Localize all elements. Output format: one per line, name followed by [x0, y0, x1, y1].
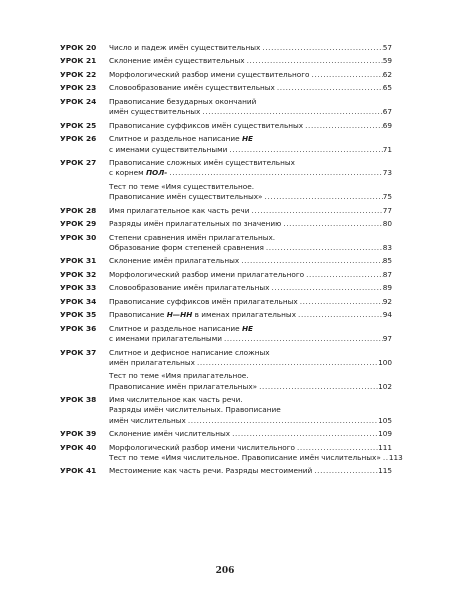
entry-line: [109, 443, 392, 453]
entry-line: [109, 70, 392, 80]
entry-title: [109, 107, 200, 117]
toc-entry[interactable]: [60, 371, 392, 392]
emphasis-text: НЕ: [241, 323, 254, 333]
entry-text: Морфологический разбор имени существительного: [109, 69, 310, 79]
toc-entry[interactable]: [60, 219, 392, 229]
dot-leader: [264, 243, 383, 253]
dot-leader: [167, 168, 382, 178]
entry-text: Склонение имён существительных: [109, 56, 245, 66]
toc-entry[interactable]: [60, 395, 392, 426]
entry-text: Слитное и раздельное написание: [109, 323, 240, 333]
entry-text: с именами существительными: [109, 144, 228, 154]
entry-title: [109, 382, 257, 392]
entry-text: Словообразование имён прилагательных: [109, 283, 270, 293]
entry-line: [109, 219, 392, 229]
entry-title: [109, 97, 256, 107]
page-ref[interactable]: 111: [378, 442, 392, 452]
lesson-label: УРОК 29: [60, 219, 97, 229]
entry-line: [109, 283, 392, 293]
entry-text: имён прилагательных: [109, 357, 195, 367]
toc-entry[interactable]: [60, 43, 392, 53]
page-ref[interactable]: 85: [382, 256, 392, 266]
entry-title: [109, 158, 295, 168]
page-ref[interactable]: 94: [382, 310, 392, 320]
entry-line: [109, 358, 392, 368]
toc-entry[interactable]: [60, 134, 392, 155]
dot-leader: [312, 466, 378, 476]
page-ref[interactable]: 75: [382, 192, 392, 202]
toc-entry[interactable]: [60, 310, 392, 320]
entry-line: [109, 382, 392, 392]
lesson-label: УРОК 24: [60, 96, 97, 106]
entry-line: [109, 429, 392, 439]
entry-text: Словообразование имён существительных: [109, 83, 275, 93]
entry-title: [109, 443, 295, 453]
entry-body: [109, 43, 392, 53]
page-ref[interactable]: 83: [382, 242, 392, 252]
entry-body: [109, 233, 392, 254]
toc-entry[interactable]: [60, 121, 392, 131]
entry-title: [109, 348, 270, 358]
entry-line: [109, 310, 392, 320]
entry-title: [109, 429, 230, 439]
entry-title: [109, 134, 253, 144]
dot-leader: [222, 334, 383, 344]
lesson-label: УРОК 41: [60, 466, 97, 476]
entry-body: [109, 83, 392, 93]
dot-leader: [310, 70, 383, 80]
entry-body: [109, 121, 392, 131]
entry-line: [109, 168, 392, 178]
entry-line: [109, 297, 392, 307]
page-ref[interactable]: 109: [378, 429, 392, 439]
entry-line: [109, 145, 392, 155]
lesson-label: УРОК 26: [60, 134, 97, 144]
lesson-label: УРОК 31: [60, 256, 97, 266]
toc-entry[interactable]: [60, 466, 392, 476]
page-ref[interactable]: 97: [382, 334, 392, 344]
entry-title: [109, 70, 310, 80]
lesson-label: УРОК 30: [60, 232, 97, 242]
page-ref[interactable]: 115: [378, 466, 392, 476]
entry-title: [109, 43, 260, 53]
entry-title: [109, 233, 275, 243]
lesson-label: УРОК 39: [60, 429, 97, 439]
dot-leader: [269, 283, 382, 293]
lesson-label: УРОК 35: [60, 310, 97, 320]
entry-text: Морфологический разбор имени числительного: [109, 442, 295, 452]
page-ref[interactable]: 89: [382, 283, 392, 293]
entry-text: с корнем: [109, 168, 144, 178]
dot-leader: [249, 206, 382, 216]
dot-leader: [381, 453, 389, 463]
entry-text: Склонение имён числительных: [109, 429, 231, 439]
entry-line: [109, 134, 392, 144]
entry-title: [109, 324, 253, 334]
entry-title: [109, 83, 275, 93]
entry-text-continued: в именах прилагательных: [194, 310, 297, 320]
toc-entry[interactable]: [60, 256, 392, 266]
entry-title: [109, 283, 269, 293]
table-of-contents: [60, 43, 403, 480]
entry-text: Слитное и раздельное написание: [109, 134, 240, 144]
lesson-label: УРОК 32: [60, 269, 97, 279]
lesson-label: УРОК 36: [60, 323, 97, 333]
entry-body: [109, 429, 392, 439]
entry-text: Слитное и дефисное написание сложных: [109, 347, 270, 357]
page-ref[interactable]: 80: [382, 219, 392, 229]
entry-text: Правописание имён существительных»: [109, 192, 263, 202]
entry-title: [109, 270, 304, 280]
toc-entry[interactable]: [60, 70, 392, 80]
toc-entry[interactable]: [60, 270, 392, 280]
entry-body: [109, 182, 392, 203]
entry-body: [109, 134, 392, 155]
entry-title: [109, 416, 186, 426]
entry-body: [109, 70, 392, 80]
entry-text: Имя прилагательное как часть речи: [109, 205, 250, 215]
lesson-label: УРОК 20: [60, 43, 97, 52]
entry-title: [109, 182, 254, 192]
lesson-label: УРОК 28: [60, 205, 97, 215]
toc-entry[interactable]: [60, 206, 392, 216]
toc-entry[interactable]: [60, 97, 392, 118]
page-ref[interactable]: 73: [382, 168, 392, 178]
emphasis-text: ПОЛ-: [145, 168, 168, 178]
toc-entry[interactable]: [60, 83, 392, 93]
dot-leader: [260, 43, 382, 53]
entry-body: [109, 310, 392, 320]
entry-body: [109, 442, 403, 464]
page-ref[interactable]: 69: [382, 120, 392, 130]
entry-text: Разряды имён прилагательных по значению: [109, 219, 282, 229]
entry-line: [109, 83, 392, 93]
page-ref[interactable]: 87: [382, 269, 392, 279]
entry-text: Правописание безударных окончаний: [109, 96, 257, 106]
lesson-label: УРОК 40: [60, 442, 97, 452]
toc-entry[interactable]: [60, 233, 392, 254]
lesson-label: УРОК 22: [60, 69, 97, 79]
entry-title: [109, 56, 245, 66]
entry-text: Правописание суффиксов имён существительных: [109, 120, 304, 130]
entry-title: [109, 206, 249, 216]
entry-line: [109, 192, 392, 202]
entry-text: Склонение имён прилагательных: [109, 256, 240, 266]
entry-line: [109, 348, 392, 358]
page-ref[interactable]: 62: [382, 69, 392, 79]
entry-line: [109, 182, 392, 192]
entry-body: [109, 206, 392, 216]
toc-entry[interactable]: [60, 429, 392, 439]
page-ref[interactable]: 113: [388, 452, 403, 462]
page-ref[interactable]: 92: [382, 296, 392, 306]
entry-text: Разряды имён числительных. Правописание: [109, 405, 281, 415]
entry-title: [109, 219, 281, 229]
page-ref[interactable]: 100: [378, 357, 392, 367]
entry-line: [109, 270, 392, 280]
entry-line: [109, 97, 392, 107]
dot-leader: [295, 443, 378, 453]
entry-line: [109, 395, 392, 405]
dot-leader: [195, 358, 378, 368]
lesson-label: УРОК 38: [60, 395, 97, 405]
dot-leader: [263, 192, 383, 202]
entry-title: [109, 192, 263, 202]
entry-title: [109, 405, 281, 415]
entry-title: [109, 243, 264, 253]
entry-line: [109, 324, 392, 334]
entry-text: Степени сравнения имён прилагательных.: [109, 232, 276, 242]
entry-line: [109, 405, 392, 415]
entry-title: [109, 466, 312, 476]
dot-leader: [275, 83, 383, 93]
lesson-label: УРОК 23: [60, 83, 97, 93]
entry-line: [109, 371, 392, 381]
entry-body: [109, 270, 392, 280]
entry-line: [109, 158, 392, 168]
entry-line: [109, 256, 392, 266]
dot-leader: [200, 107, 382, 117]
entry-body: [109, 219, 392, 229]
page-ref[interactable]: 65: [382, 83, 392, 93]
lesson-label: УРОК 33: [60, 283, 97, 293]
page-ref[interactable]: 57: [382, 43, 392, 52]
entry-title: [109, 145, 227, 155]
entry-title: [109, 334, 222, 344]
entry-text: Правописание суффиксов имён прилагательных: [109, 296, 298, 306]
lesson-label: УРОК 27: [60, 157, 97, 167]
lesson-label: УРОК 25: [60, 120, 97, 130]
toc-entry[interactable]: [60, 297, 392, 307]
entry-body: [109, 324, 392, 345]
entry-line: [109, 466, 392, 476]
entry-body: [109, 158, 392, 179]
entry-title: [109, 310, 296, 320]
toc-entry[interactable]: [60, 158, 392, 179]
lesson-label: УРОК 21: [60, 56, 97, 66]
entry-text: имён существительных: [109, 107, 201, 117]
dot-leader: [186, 416, 378, 426]
dot-leader: [304, 270, 383, 280]
page-ref[interactable]: 105: [378, 415, 392, 425]
dot-leader: [281, 219, 382, 229]
page-number: 206: [215, 566, 235, 576]
entry-title: [109, 168, 167, 178]
entry-body: [109, 56, 392, 66]
entry-line: [109, 233, 392, 243]
entry-text: Тест по теме «Имя прилагательное.: [109, 371, 249, 381]
entry-line: [109, 452, 403, 463]
entry-body: [109, 348, 392, 369]
toc-entry[interactable]: [60, 348, 392, 369]
entry-text: Тест по теме «Имя числительное. Правописание имён числительных»: [109, 452, 381, 462]
entry-body: [109, 466, 392, 476]
toc-entry[interactable]: [60, 324, 392, 345]
entry-line: [109, 206, 392, 216]
entry-text: Морфологический разбор имени прилагательного: [109, 269, 305, 279]
entry-body: [109, 371, 392, 392]
dot-leader: [303, 121, 383, 131]
entry-line: [109, 334, 392, 344]
toc-entry[interactable]: [60, 442, 403, 464]
toc-entry[interactable]: [60, 283, 392, 293]
lesson-label: УРОК 37: [60, 347, 97, 357]
entry-title: [109, 256, 239, 266]
page-ref[interactable]: 71: [382, 144, 392, 154]
entry-text: Правописание: [109, 310, 165, 320]
entry-body: [109, 283, 392, 293]
entry-body: [109, 256, 392, 266]
entry-title: [109, 297, 298, 307]
entry-line: [109, 56, 392, 66]
lesson-label: УРОК 34: [60, 296, 97, 306]
emphasis-text: НЕ: [241, 134, 254, 144]
entry-line: [109, 43, 392, 53]
entry-line: [109, 107, 392, 117]
entry-title: [109, 371, 249, 381]
entry-body: [109, 97, 392, 118]
page-ref[interactable]: 77: [382, 205, 392, 215]
toc-entry[interactable]: [60, 182, 392, 203]
entry-text: Правописание имён прилагательных»: [109, 381, 258, 391]
entry-line: [109, 243, 392, 253]
entry-title: [109, 395, 243, 405]
dot-leader: [298, 297, 383, 307]
entry-line: [109, 416, 392, 426]
dot-leader: [257, 382, 378, 392]
toc-entry[interactable]: [60, 56, 392, 66]
entry-body: [109, 297, 392, 307]
entry-text: Местоимение как часть речи. Разряды местоимений: [109, 466, 313, 476]
entry-title: [109, 358, 195, 368]
page-ref[interactable]: 102: [378, 381, 392, 391]
dot-leader: [296, 310, 383, 320]
dot-leader: [239, 256, 383, 266]
entry-text: Образование форм степеней сравнения: [109, 242, 264, 252]
entry-text: Правописание сложных имён существительных: [109, 157, 295, 167]
entry-text: Имя числительное как часть речи.: [109, 395, 243, 405]
entry-text: имён числительных: [109, 415, 186, 425]
entry-text: с именами прилагательными: [109, 334, 222, 344]
dot-leader: [230, 429, 378, 439]
page-ref[interactable]: 59: [382, 56, 392, 66]
entry-title: [109, 121, 303, 131]
entry-line: [109, 121, 392, 131]
dot-leader: [227, 145, 382, 155]
entry-text: Число и падеж имён существительных: [109, 43, 261, 52]
entry-body: [109, 395, 392, 426]
emphasis-text: Н—НН: [166, 310, 193, 320]
entry-text: Тест по теме «Имя существительное.: [109, 181, 255, 191]
dot-leader: [245, 56, 383, 66]
page-ref[interactable]: 67: [382, 107, 392, 117]
entry-title: [109, 453, 381, 463]
